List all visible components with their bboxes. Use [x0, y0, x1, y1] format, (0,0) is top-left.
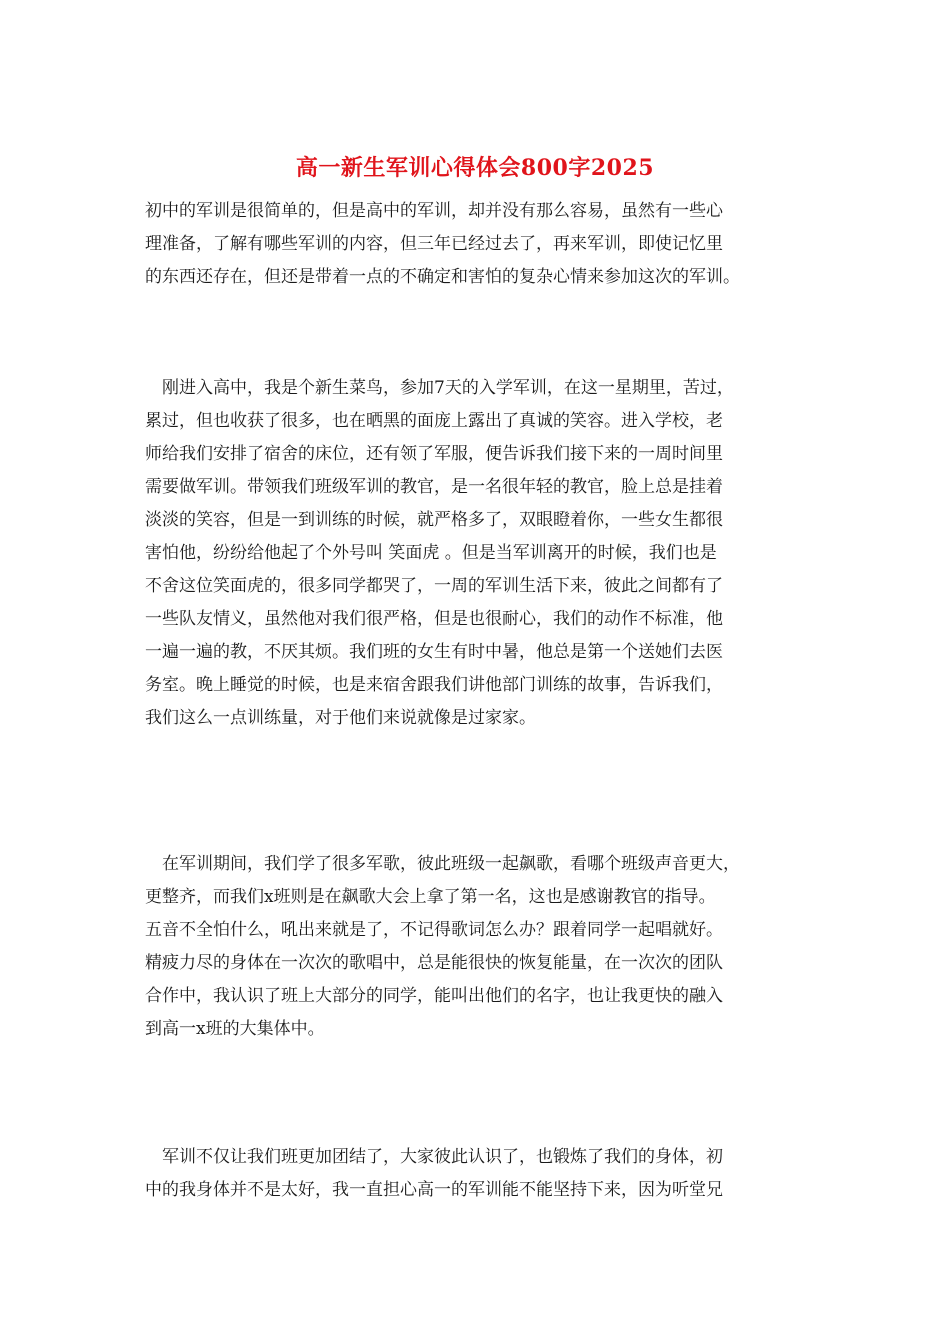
paragraph-line: 初中的军训是很简单的，但是高中的军训，却并没有那么容易，虽然有一些心 [145, 201, 723, 221]
document-title: 高一新生军训心得体会800字2025 [295, 155, 655, 181]
paragraph-line: 我们这么一点训练量，对于他们来说就像是过家家。 [145, 708, 536, 728]
paragraph-line: 合作中，我认识了班上大部分的同学，能叫出他们的名字，也让我更快的融入 [145, 986, 723, 1006]
paragraph-line: 到高一x班的大集体中。 [145, 1019, 325, 1039]
paragraph-1 [145, 195, 825, 294]
paragraph-line: 累过，但也收获了很多，也在晒黑的面庞上露出了真诚的笑容。进入学校，老 [145, 411, 723, 431]
paragraph-line: 师给我们安排了宿舍的床位，还有领了军服，便告诉我们接下来的一周时间里 [145, 444, 723, 464]
paragraph-line: 更整齐，而我们x班则是在飙歌大会上拿了第一名，这也是感谢教官的指导。 [145, 887, 716, 907]
paragraph-line: 不舍这位笑面虎的，很多同学都哭了，一周的军训生活下来，彼此之间都有了 [145, 576, 723, 596]
paragraph-2 [145, 372, 825, 735]
paragraph-line: 五音不全怕什么，吼出来就是了，不记得歌词怎么办？跟着同学一起唱就好。 [145, 920, 723, 940]
paragraph-line: 刚进入高中，我是个新生菜鸟，参加7天的入学军训，在这一星期里，苦过， [145, 378, 734, 398]
paragraph-line: 需要做军训。带领我们班级军训的教官，是一名很年轻的教官，脸上总是挂着 [145, 477, 723, 497]
paragraph-line: 淡淡的笑容，但是一到训练的时候，就严格多了，双眼瞪着你，一些女生都很 [145, 510, 723, 530]
paragraph-line: 军训不仅让我们班更加团结了，大家彼此认识了，也锻炼了我们的身体，初 [145, 1147, 723, 1167]
paragraph-line: 中的我身体并不是太好，我一直担心高一的军训能不能坚持下来，因为听堂兄 [145, 1180, 723, 1200]
paragraph-4 [145, 1141, 825, 1207]
paragraph-line: 在军训期间，我们学了很多军歌，彼此班级一起飙歌，看哪个班级声音更大， [145, 854, 740, 874]
paragraph-line: 理准备，了解有哪些军训的内容，但三年已经过去了，再来军训，即使记忆里 [145, 234, 723, 254]
paragraph-line: 一些队友情义，虽然他对我们很严格，但是也很耐心，我们的动作不标准，他 [145, 609, 723, 629]
paragraph-line: 精疲力尽的身体在一次次的歌唱中，总是能很快的恢复能量，在一次次的团队 [145, 953, 723, 973]
paragraph-3 [145, 848, 825, 1046]
paragraph-line: 害怕他，纷纷给他起了个外号叫 笑面虎 。但是当军训离开的时候，我们也是 [145, 543, 717, 563]
paragraph-line: 务室。晚上睡觉的时候，也是来宿舍跟我们讲他部门训练的故事，告诉我们， [145, 675, 723, 695]
paragraph-line: 的东西还存在，但还是带着一点的不确定和害怕的复杂心情来参加这次的军训。 [145, 267, 740, 287]
paragraph-line: 一遍一遍的教，不厌其烦。我们班的女生有时中暑，他总是第一个送她们去医 [145, 642, 723, 662]
